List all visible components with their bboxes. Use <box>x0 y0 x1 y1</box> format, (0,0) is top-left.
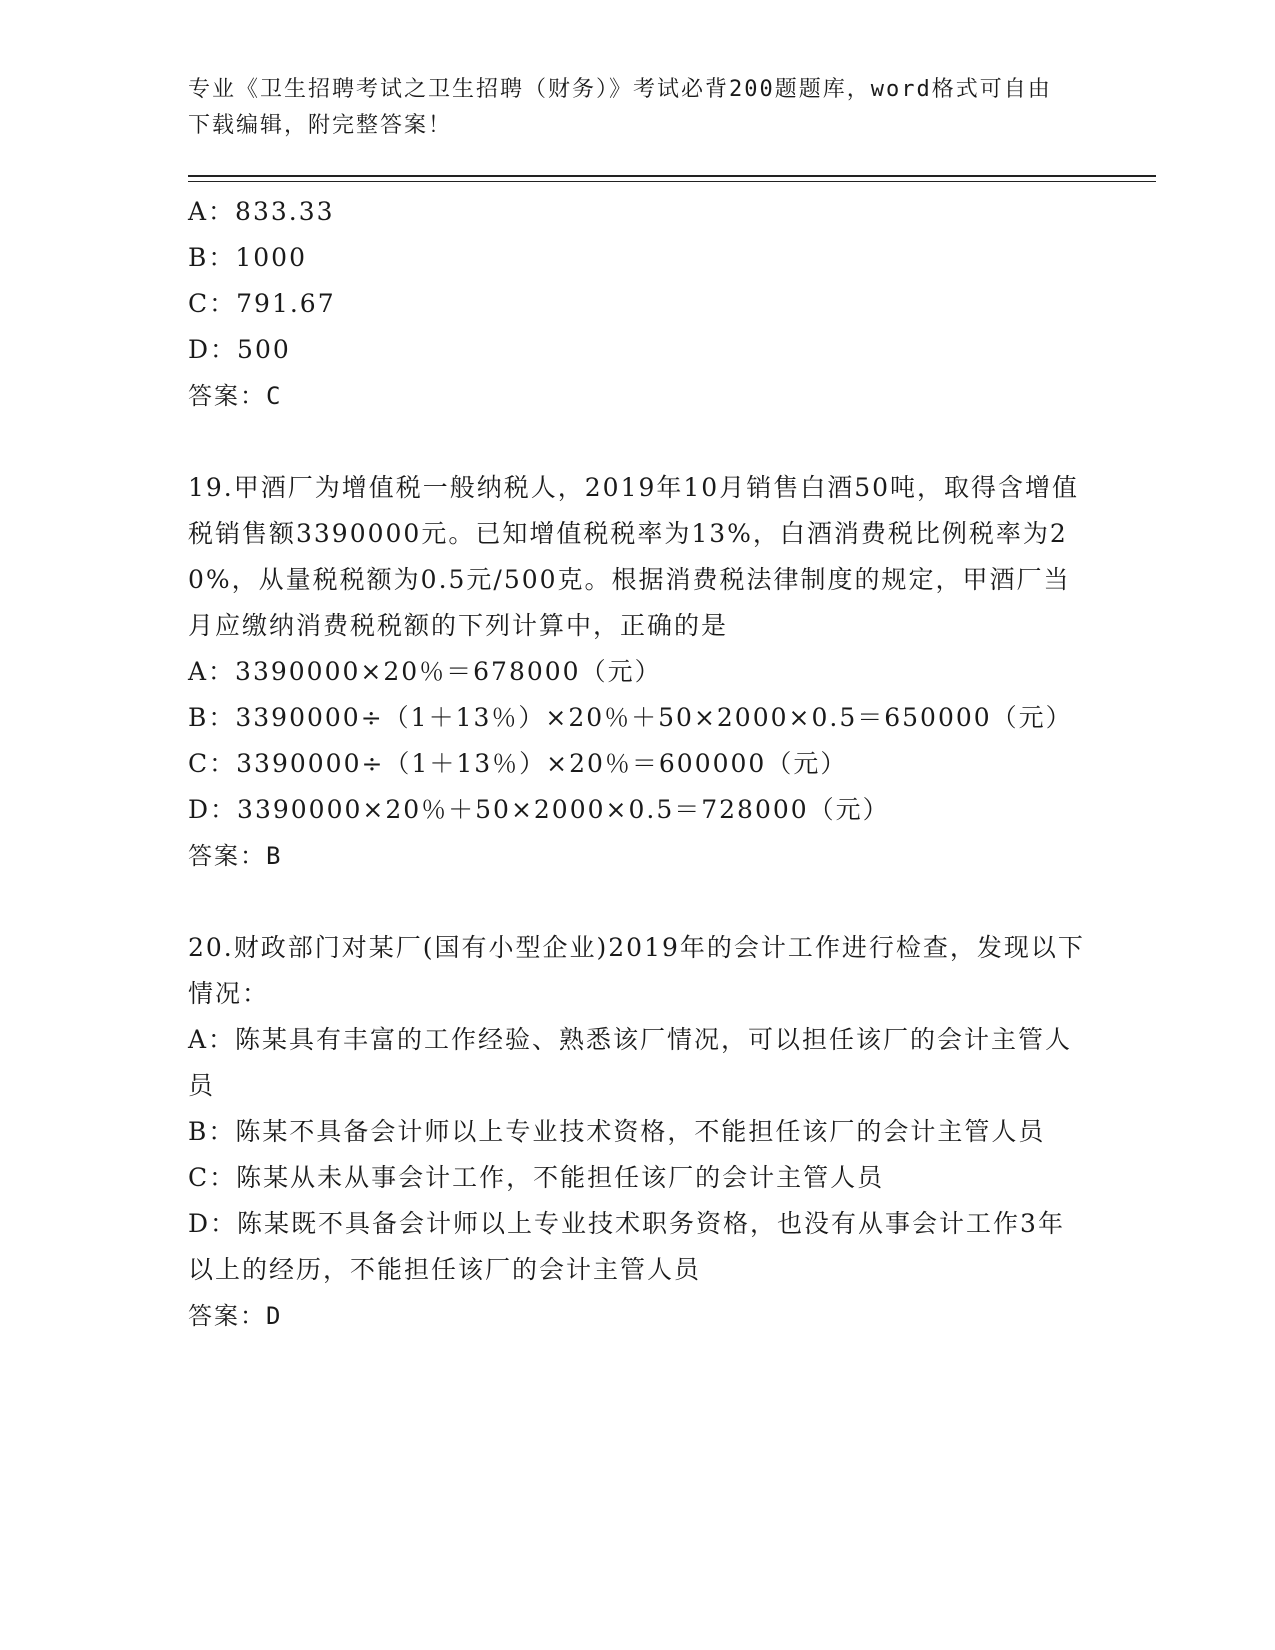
option-a: A：3390000×20％＝678000（元） <box>188 657 662 686</box>
answer: 答案：D <box>188 1302 283 1330</box>
document-header: 专业《卫生招聘考试之卫生招聘（财务）》考试必背200题题库，word格式可自由下载编辑，附完整答案！ <box>188 77 1052 138</box>
option-d: D：3390000×20％＋50×2000×0.5＝728000（元） <box>188 795 890 824</box>
answer: 答案：B <box>188 842 283 870</box>
header-divider-thick <box>188 175 1156 177</box>
question-stem: 20.财政部门对某厂(国有小型企业)2019年的会计工作进行检查，发现以下情况： <box>188 933 1085 1008</box>
header-divider-thin <box>188 181 1156 182</box>
option-a: A：833.33 <box>188 197 335 226</box>
option-b: B：陈某不具备会计师以上专业技术资格，不能担任该厂的会计主管人员 <box>188 1117 1046 1146</box>
option-c: C：陈某从未从事会计工作，不能担任该厂的会计主管人员 <box>188 1163 885 1192</box>
question-18 <box>188 189 1088 419</box>
option-c: C：791.67 <box>188 289 336 318</box>
spacer <box>188 879 1088 925</box>
spacer <box>188 419 1088 465</box>
question-20 <box>188 925 1088 1339</box>
option-c: C：3390000÷（1＋13％）×20％＝600000（元） <box>188 749 848 778</box>
option-a: A：陈某具有丰富的工作经验、熟悉该厂情况，可以担任该厂的会计主管人员 <box>188 1025 1073 1100</box>
option-b: B：3390000÷（1＋13％）×20％＋50×2000×0.5＝650000（元） <box>188 703 1073 732</box>
question-stem: 19.甲酒厂为增值税一般纳税人，2019年10月销售白酒50吨，取得含增值税销售额3390000元。已知增值税税率为13%，白酒消费税比例税率为20%，从量税税额为0.5元/500克。根据消费税法律制度的规定，甲酒厂当月应缴纳消费税税额的下列计算中，正确的是 <box>188 473 1080 640</box>
option-d: D：500 <box>188 335 291 364</box>
option-b: B：1000 <box>188 243 307 272</box>
answer: 答案：C <box>188 382 283 410</box>
option-d: D：陈某既不具备会计师以上专业技术职务资格，也没有从事会计工作3年以上的经历，不能担任该厂的会计主管人员 <box>188 1209 1065 1284</box>
question-content <box>188 189 1088 1339</box>
question-19 <box>188 465 1088 879</box>
